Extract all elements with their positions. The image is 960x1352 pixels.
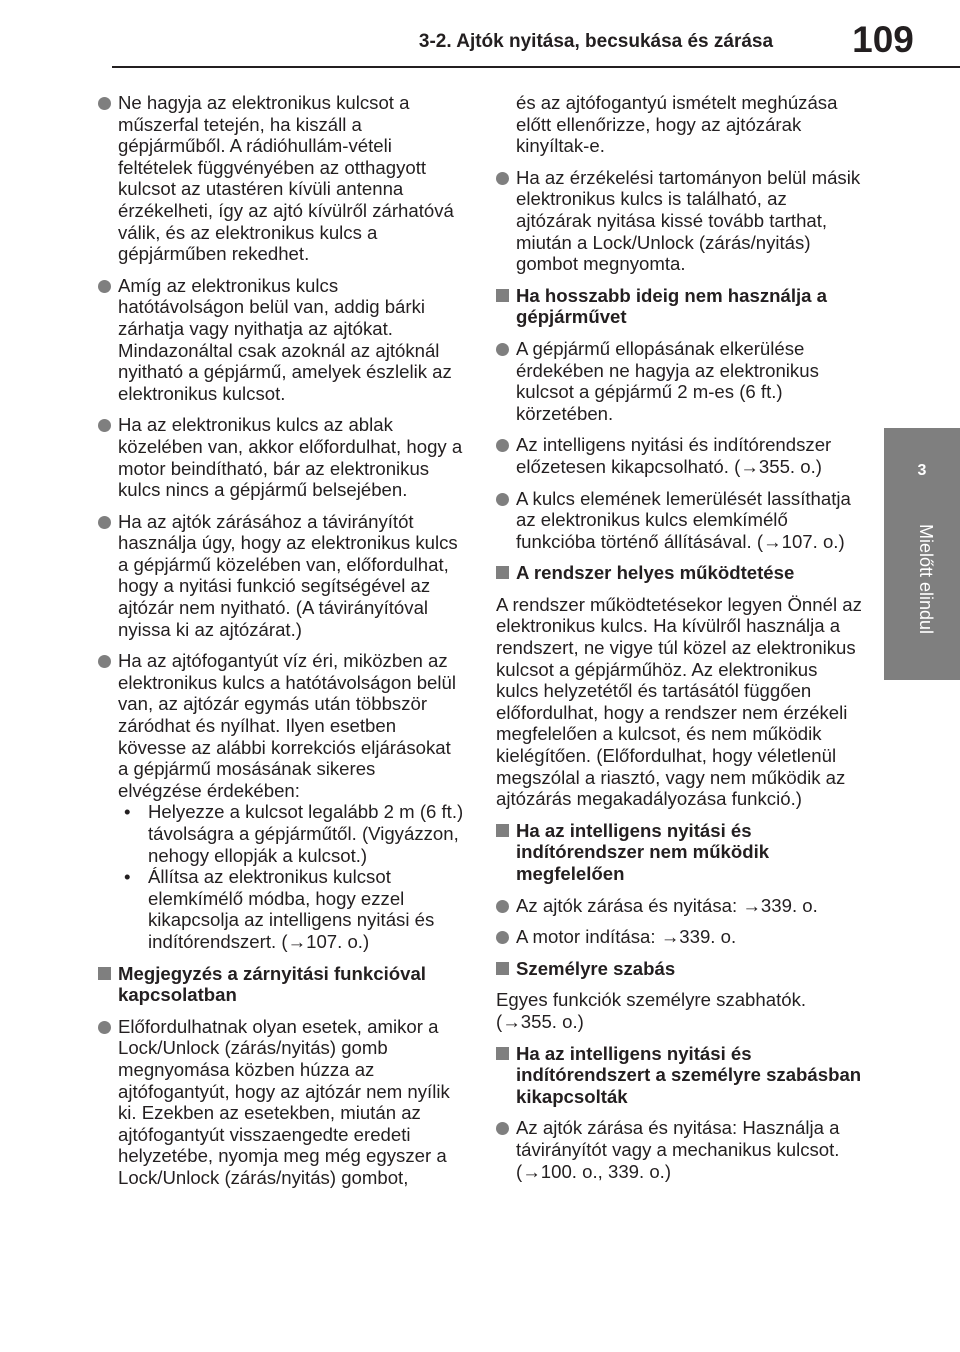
item-text: Az intelligens nyitási és indítórendszer előzetesen kikapcsolható. (→355. o.) — [516, 434, 832, 477]
page-number: 109 — [806, 14, 960, 66]
list-item — [98, 511, 464, 641]
subsection-heading — [98, 963, 464, 1006]
section-title: 3-2. Ajtók nyitása, becsukása és zárása — [418, 31, 774, 52]
list-item — [98, 650, 464, 952]
chapter-label: Mielőtt elindul — [916, 524, 936, 635]
round-bullet-icon — [496, 439, 509, 452]
margin-strip — [884, 72, 960, 1352]
item-text: és az ajtófogantyú ismételt meghúzása előtt ellenőrizze, hogy az ajtózárak kinyíltak-e. — [516, 92, 838, 157]
list-item — [496, 488, 862, 553]
continued-text — [496, 92, 862, 157]
sub-list-item — [118, 866, 464, 952]
round-bullet-icon — [98, 280, 111, 293]
heading-text: Megjegyzés a zárnyitási funkcióval kapcsolatban — [118, 962, 426, 1006]
list-item — [496, 926, 862, 948]
sub-item-text: Állítsa az elektronikus kulcsot elemkímélő módba, hogy ezzel kikapcsolja az intelligens nyitási és indítórendszert. (→107. o.) — [148, 866, 435, 952]
round-bullet-icon — [98, 516, 111, 529]
heading-text: Személyre szabás — [516, 957, 676, 979]
chapter-tab — [884, 428, 960, 680]
list-item — [496, 338, 862, 424]
round-bullet-icon — [496, 493, 509, 506]
list-item — [98, 275, 464, 405]
round-bullet-icon — [496, 900, 509, 913]
list-item — [496, 895, 862, 917]
item-text: Ne hagyja az elektronikus kulcsot a műszerfal tetején, ha kiszáll a gépjárműből. A rádióhullám-vételi feltételek függvényében az otthagyott kulcsot az utastéren kívüli antenna érzékelheti, így az ajtó kívülről zárhatóvá válik, és az elektronikus kulcs a gépjárműben rekedhet. — [118, 92, 454, 265]
item-text: Ha az érzékelési tartományon belül másik elektronikus kulcs is található, az ajtózárak nyitása kissé tovább tarthat, miután a Lock/Unlock (zárás/nyitás) gombot megnyomta. — [516, 166, 861, 275]
sub-list-item — [118, 801, 464, 866]
round-bullet-icon — [496, 931, 509, 944]
item-text: Ha az ajtófogantyút víz éri, miközben az elektronikus kulcs a hatótávolságon belül van, az ajtózár egymás után többször záródhat és nyílhat. Ilyen esetben kövesse az alábbi korrekciós eljárásokat a gépjármű mosásának sikeres elvégzése érdekében: — [118, 650, 456, 801]
round-bullet-icon — [98, 419, 111, 432]
list-item — [98, 92, 464, 265]
round-bullet-icon — [496, 172, 509, 185]
body-paragraph: Egyes funkciók személyre szabhatók. (→355. o.) — [496, 989, 807, 1032]
header-rule — [112, 66, 960, 68]
heading-text: Ha hosszabb ideig nem használja a gépjárművet — [516, 284, 828, 328]
heading-text: A rendszer helyes működtetése — [516, 562, 795, 584]
square-bullet-icon — [496, 1047, 509, 1060]
item-text: Előfordulhatnak olyan esetek, amikor a Lock/Unlock (zárás/nyitás) gomb megnyomása közben húzza az ajtófogantyút, hogy az ajtózár nem nyílik ki. Ezekben az esetekben, miután az ajtófogantyút visszaengedte eredeti helyzetébe, nyomja meg még egyszer a Lock/Unlock (zárás/nyitás) gombot, — [118, 1015, 450, 1188]
list-item — [98, 414, 464, 500]
sub-item-text: Helyezze a kulcsot legalább 2 m (6 ft.) távolságra a gépjárműtől. (Vigyázzon, nehogy ellopják a kulcsot.) — [148, 801, 464, 866]
square-bullet-icon — [496, 962, 509, 975]
square-bullet-icon — [496, 824, 509, 837]
round-bullet-icon — [98, 655, 111, 668]
item-text: Amíg az elektronikus kulcs hatótávolságon belül van, addig bárki zárhatja vagy nyithatja az ajtókat. Mindazonáltal csak azoknál az ajtóknál nyitható a gépjármű, amelyek észlelik az elektronikus kulcsot. — [118, 274, 452, 404]
dot-bullet-icon: • — [124, 801, 131, 823]
subsection-heading — [496, 285, 862, 328]
subsection-heading — [496, 562, 862, 584]
square-bullet-icon — [496, 566, 509, 579]
body-paragraph: A rendszer működtetésekor legyen Önnél az elektronikus kulcs. Ha kívülről használja a rendszert, ne vigye túl közel az elektronikus kulcsot a gépjárműhöz. Az elektronikus kulcs helyzetétől és tartásától függően előfordulhat, hogy a rendszer nem érzékeli megfelelően a kulcsot, és nem működik kielégítően. (Előfordulhat, hogy véletlenül megszólal a riasztó, vagy nem működik az ajtózárás megakadályozása funkció.) — [496, 593, 862, 810]
subsection-heading — [496, 820, 862, 885]
square-bullet-icon — [496, 289, 509, 302]
list-item — [496, 167, 862, 275]
list-item — [496, 434, 862, 477]
item-text: A gépjármű ellopásának elkerülése érdekében ne hagyja az elektronikus kulcsot a gépjármű 2 m-es (6 ft.) körzetében. — [516, 337, 819, 424]
list-item — [98, 1016, 464, 1189]
item-text: Ha az ajtók zárásához a távirányítót használja úgy, hogy az elektronikus kulcs a gépjármű közelében van, előfordulhat, hogy a nyitási funkció segítségével az ajtózár nem nyitható. (A távirányítóval nyissa ki az ajtózárat.) — [118, 510, 458, 640]
left-column — [98, 92, 464, 1199]
item-text: A kulcs elemének lemerülését lassíthatja az elektronikus kulcs elemkímélő funkcióba történő állításával. (→107. o.) — [516, 487, 851, 552]
heading-text: Ha az intelligens nyitási és indítórendszer nem működik megfelelően — [516, 819, 770, 884]
dot-bullet-icon: • — [124, 866, 131, 888]
item-text: Az ajtók zárása és nyitása: →339. o. — [516, 894, 818, 916]
round-bullet-icon — [496, 1122, 509, 1135]
subsection-heading — [496, 958, 862, 980]
item-text: Az ajtók zárása és nyitása: Használja a távirányítót vagy a mechanikus kulcsot. (→100. o., 339. o.) — [516, 1117, 840, 1182]
item-text: Ha az elektronikus kulcs az ablak közelében van, akkor előfordulhat, hogy a motor beindítható, bár az elektronikus kulcs nincs a gépjármű belsejében. — [118, 414, 463, 501]
round-bullet-icon — [98, 1021, 111, 1034]
square-bullet-icon — [98, 967, 111, 980]
right-column — [496, 92, 862, 1192]
chapter-number: 3 — [917, 462, 927, 479]
item-text: A motor indítása: →339. o. — [516, 926, 737, 948]
list-item — [496, 1117, 862, 1182]
page-header — [0, 0, 960, 72]
heading-text: Ha az intelligens nyitási és indítórendszert a személyre szabásban kikapcsolták — [516, 1042, 862, 1107]
subsection-heading — [496, 1043, 862, 1108]
round-bullet-icon — [496, 343, 509, 356]
round-bullet-icon — [98, 97, 111, 110]
